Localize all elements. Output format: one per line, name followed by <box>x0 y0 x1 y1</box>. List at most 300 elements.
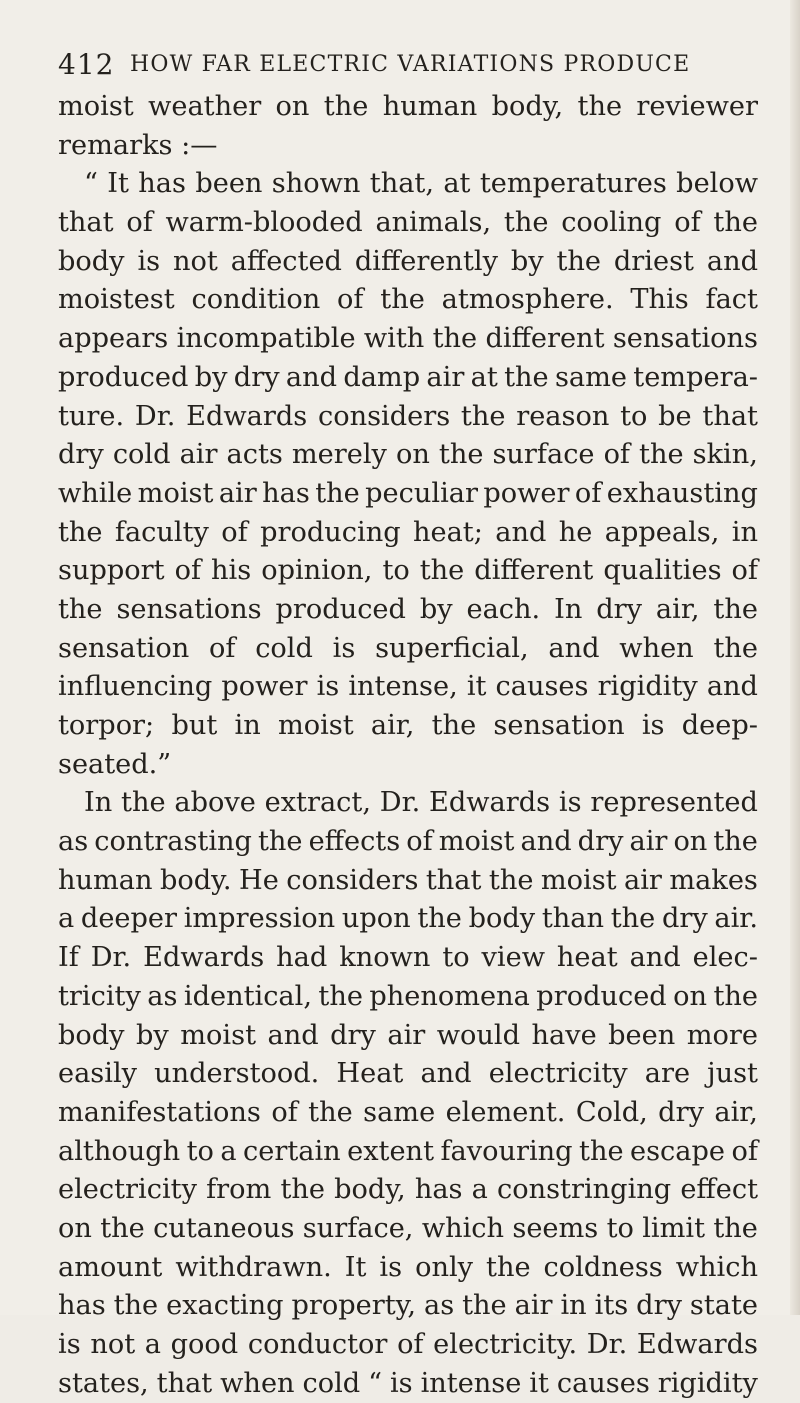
word: dry <box>658 1096 704 1128</box>
word: heat <box>556 942 618 974</box>
word: temperatures <box>479 168 667 200</box>
word: conductor <box>247 1329 388 1360</box>
word: merely <box>291 439 387 471</box>
word: that, <box>369 168 434 200</box>
word: the <box>113 1290 159 1322</box>
word: but <box>171 710 218 741</box>
text-line <box>58 1171 758 1210</box>
word: by <box>136 1019 169 1051</box>
word: a <box>58 903 75 935</box>
word: damp <box>343 361 421 393</box>
word: electricity. <box>433 1329 578 1360</box>
page-header <box>58 44 748 84</box>
word: the <box>486 1251 531 1283</box>
word: of <box>271 1096 298 1128</box>
word: easily <box>58 1058 138 1090</box>
word: the <box>639 439 684 471</box>
word: on <box>673 826 708 858</box>
text-line <box>58 900 758 939</box>
word: the <box>315 477 360 509</box>
word: Dr. <box>90 942 132 974</box>
word: of <box>221 516 248 548</box>
page-number: 412 <box>58 47 115 81</box>
word: the <box>323 91 369 122</box>
word: body, <box>491 91 564 122</box>
word: produced <box>58 361 189 393</box>
word: animals, <box>375 207 492 239</box>
word: moist <box>137 477 214 509</box>
word: human <box>382 91 478 122</box>
word: Dr. <box>379 787 421 819</box>
text-line <box>58 243 758 282</box>
text-line: seated.” <box>58 748 172 780</box>
word: would <box>436 1019 520 1051</box>
word: view <box>481 942 545 974</box>
word: while <box>58 477 133 509</box>
word: considers <box>286 864 419 896</box>
word: understood. <box>154 1058 320 1090</box>
word: contrasting <box>94 826 252 858</box>
word: the <box>121 787 166 819</box>
word: when <box>220 1367 295 1399</box>
word: air <box>218 477 257 509</box>
word: Cold, <box>575 1096 648 1128</box>
word: differently <box>354 245 498 277</box>
word: limit <box>642 1212 706 1244</box>
word: is <box>379 1251 403 1283</box>
word: has <box>414 1174 463 1206</box>
word: been <box>608 1019 676 1051</box>
word: tempera- <box>633 361 758 393</box>
word: by <box>419 593 453 625</box>
word: moistest <box>58 284 175 316</box>
word: electricity <box>58 1174 197 1206</box>
word: power <box>483 477 570 509</box>
word: amount <box>58 1251 163 1283</box>
text-line <box>58 88 758 127</box>
word: and <box>706 671 758 703</box>
word: extract, <box>264 787 371 819</box>
text-line <box>58 1133 758 1172</box>
word: moist <box>180 1019 257 1051</box>
word: property, <box>291 1290 417 1322</box>
word: If <box>58 942 79 974</box>
text-line <box>58 552 758 591</box>
word: opinion, <box>261 555 373 587</box>
word: is <box>389 1367 413 1399</box>
word: the <box>258 826 303 858</box>
word: be <box>658 400 692 432</box>
word: of <box>674 207 701 239</box>
word: by <box>510 245 544 277</box>
word: cutaneous <box>153 1212 295 1244</box>
word: its <box>594 1290 629 1322</box>
text-line <box>58 784 758 823</box>
word: air, <box>370 710 415 741</box>
word: influencing <box>58 671 213 703</box>
word: has <box>262 477 310 509</box>
word: and <box>520 826 572 858</box>
word: the <box>280 1174 325 1206</box>
word: sensation <box>493 710 625 741</box>
word: and <box>267 1019 319 1051</box>
word: the <box>417 903 462 935</box>
word: identical, <box>183 980 312 1012</box>
word: at <box>470 361 498 393</box>
word: dry <box>636 1290 682 1322</box>
word: as <box>147 980 178 1012</box>
word: phenomena <box>369 980 530 1012</box>
word: just <box>707 1058 758 1090</box>
word: produced <box>536 980 667 1012</box>
word: has <box>138 168 186 200</box>
word: of <box>406 826 433 858</box>
word: of <box>397 1329 424 1360</box>
word: makes <box>669 864 758 896</box>
word: warm-blooded <box>165 207 363 239</box>
word: ture. <box>58 400 125 432</box>
word: the <box>713 207 758 239</box>
body-text <box>58 88 758 1403</box>
word: constringing <box>497 1174 672 1206</box>
word: of <box>574 477 602 509</box>
word: weather <box>148 91 262 122</box>
text-line <box>58 1094 758 1133</box>
word: incompatible <box>176 323 356 355</box>
text-line <box>58 707 758 746</box>
word: dry <box>58 439 104 471</box>
word: are <box>644 1058 691 1090</box>
text-line <box>58 1287 758 1326</box>
word: In <box>84 787 113 819</box>
word: as <box>58 826 89 858</box>
word: of <box>208 632 236 664</box>
word: air. <box>714 903 758 935</box>
word: body <box>58 245 125 277</box>
word: dry <box>596 593 643 625</box>
word: considers <box>317 400 451 432</box>
word: in <box>234 710 261 741</box>
word: and <box>706 245 758 277</box>
word: moist <box>277 710 354 741</box>
word: power <box>221 671 308 703</box>
word: “ <box>84 168 98 200</box>
word: it <box>466 671 487 703</box>
word: a <box>144 1329 161 1360</box>
word: the <box>58 516 103 548</box>
word: same <box>554 361 627 393</box>
text-line <box>58 1210 758 1249</box>
word: and <box>495 516 547 548</box>
word: electricity <box>488 1058 628 1090</box>
word: impression <box>183 903 336 935</box>
word: air, <box>714 1096 758 1128</box>
text-line <box>58 591 758 630</box>
word: in <box>560 1290 587 1322</box>
word: surface, <box>302 1212 414 1244</box>
word: below <box>676 168 758 200</box>
word: the <box>713 1212 758 1244</box>
word: sensations <box>116 593 262 625</box>
word: of <box>731 555 758 587</box>
word: exacting <box>166 1290 284 1322</box>
word: dry <box>577 826 624 858</box>
word: the <box>577 91 623 122</box>
word: intense <box>420 1367 522 1399</box>
word: states, <box>58 1367 149 1399</box>
word: different <box>485 323 605 355</box>
word: from <box>206 1174 272 1206</box>
text-line <box>58 823 758 862</box>
word: reason <box>516 400 610 432</box>
word: the <box>713 980 758 1012</box>
word: that <box>156 1367 213 1399</box>
word: condition <box>191 284 321 316</box>
word: produced <box>275 593 406 625</box>
word: not <box>90 1329 136 1360</box>
text-line <box>58 1249 758 1288</box>
word: deep- <box>681 710 758 741</box>
word: that <box>425 864 482 896</box>
word: state <box>689 1290 758 1322</box>
word: elec- <box>692 942 758 974</box>
word: favouring <box>440 1135 573 1167</box>
word: than <box>541 903 604 935</box>
word: appeals, <box>604 516 720 548</box>
word: he <box>558 516 593 548</box>
word: superficial, <box>375 632 529 664</box>
word: upon <box>341 903 411 935</box>
word: the <box>462 1290 507 1322</box>
word: the <box>58 593 103 625</box>
word: air <box>179 439 218 471</box>
word: dry <box>233 361 280 393</box>
word: the <box>431 710 477 741</box>
word: faculty <box>114 516 209 548</box>
word: different <box>474 555 594 587</box>
word: air <box>514 1290 553 1322</box>
word: is <box>332 632 356 664</box>
word: only <box>415 1251 474 1283</box>
word: the <box>713 632 758 664</box>
word: with <box>363 323 425 355</box>
word: good <box>170 1329 239 1360</box>
text-line <box>58 165 758 204</box>
word: of <box>126 207 153 239</box>
word: extent <box>347 1135 434 1167</box>
word: cold <box>255 632 313 664</box>
word: which <box>675 1251 758 1283</box>
word: body <box>58 1019 125 1051</box>
text-line <box>58 204 758 243</box>
word: and <box>420 1058 472 1090</box>
word: although <box>58 1135 181 1167</box>
text-line <box>58 320 758 359</box>
word: been <box>195 168 263 200</box>
word: qualities <box>603 555 722 587</box>
word: the <box>318 980 363 1012</box>
word: skin, <box>692 439 758 471</box>
word: the <box>610 903 656 935</box>
word: the <box>100 1212 145 1244</box>
word: Heat <box>336 1058 404 1090</box>
text-line <box>58 1055 758 1094</box>
text-line <box>58 436 758 475</box>
word: is <box>58 1329 81 1360</box>
word: body, <box>334 1174 406 1206</box>
word: that <box>58 207 114 239</box>
word: causes <box>556 1367 650 1399</box>
word: support <box>58 555 165 587</box>
word: the <box>380 284 425 316</box>
word: each. <box>466 593 541 625</box>
word: moist <box>540 864 617 896</box>
word: escape <box>630 1135 725 1167</box>
word: known <box>339 942 431 974</box>
page-edge-shadow <box>790 0 800 1315</box>
word: cold <box>112 439 171 471</box>
word: Edwards <box>186 400 308 432</box>
word: dry <box>330 1019 376 1051</box>
word: intense, <box>348 671 458 703</box>
word: dry <box>661 903 708 935</box>
word: producing <box>260 516 401 548</box>
running-head: HOW FAR ELECTRIC VARIATIONS PRODUCE <box>130 51 691 77</box>
word: when <box>619 632 694 664</box>
word: the <box>432 323 478 355</box>
word: air <box>624 864 662 896</box>
word: tricity <box>58 980 141 1012</box>
word: to <box>606 1212 634 1244</box>
word: has <box>58 1290 106 1322</box>
word: air <box>426 361 465 393</box>
word: the <box>556 245 602 277</box>
word: deeper <box>80 903 177 935</box>
word: effects <box>308 826 401 858</box>
word: had <box>276 942 328 974</box>
word: the <box>460 400 506 432</box>
word: to <box>620 400 648 432</box>
word: rigidity <box>597 671 698 703</box>
word: It <box>107 168 129 200</box>
word: rigidity <box>657 1367 758 1399</box>
word: on <box>58 1212 92 1244</box>
word: and <box>629 942 681 974</box>
word: In <box>554 593 583 625</box>
word: seems <box>512 1212 599 1244</box>
word: and <box>548 632 600 664</box>
word: torpor; <box>58 710 155 741</box>
word: body <box>468 903 536 935</box>
word: to <box>382 555 410 587</box>
word: is <box>641 710 665 741</box>
word: more <box>686 1019 758 1051</box>
text-line <box>58 475 758 514</box>
word: appears <box>58 323 169 355</box>
word: coldness <box>543 1251 663 1283</box>
word: of <box>731 1135 758 1167</box>
word: Dr. <box>586 1329 628 1360</box>
word: Dr. <box>134 400 176 432</box>
text-line <box>58 514 758 553</box>
word: of <box>337 284 364 316</box>
word: of <box>603 439 630 471</box>
word: as <box>424 1290 455 1322</box>
word: cold <box>302 1367 361 1399</box>
word: it <box>529 1367 549 1399</box>
word: the <box>579 1135 624 1167</box>
text-line <box>58 359 758 398</box>
word: represented <box>590 787 758 819</box>
word: atmosphere. <box>441 284 614 316</box>
word: It <box>344 1251 367 1283</box>
word: body. <box>159 864 232 896</box>
word: peculiar <box>365 477 478 509</box>
text-line <box>58 1017 758 1056</box>
word: moist <box>58 91 134 122</box>
word: in <box>731 516 758 548</box>
word: the <box>488 864 534 896</box>
word: the <box>438 439 484 471</box>
word: Edwards <box>429 787 551 819</box>
word: sensation <box>58 632 190 664</box>
word: moist <box>438 826 515 858</box>
text-line: remarks :— <box>58 129 218 161</box>
word: same <box>363 1096 436 1128</box>
word: certain <box>243 1135 341 1167</box>
word: causes <box>495 671 589 703</box>
word: on <box>395 439 430 471</box>
word: air, <box>655 593 700 625</box>
text-line <box>58 398 758 437</box>
word: heat; <box>413 516 483 548</box>
text-line <box>58 668 758 707</box>
word: a <box>220 1135 237 1167</box>
word: reviewer <box>636 91 758 122</box>
word: air <box>387 1019 426 1051</box>
word: at <box>443 168 471 200</box>
word: the <box>713 593 758 625</box>
word: human <box>58 864 153 896</box>
word: Edwards <box>636 1329 758 1360</box>
word: the <box>504 361 549 393</box>
word: element. <box>445 1096 566 1128</box>
word: of <box>174 555 202 587</box>
word: on <box>275 91 310 122</box>
word: surface <box>492 439 595 471</box>
word: shown <box>271 168 361 200</box>
word: the <box>713 826 758 858</box>
text-line <box>58 1326 758 1365</box>
word: “ <box>368 1367 383 1399</box>
word: effect <box>680 1174 758 1206</box>
text-line <box>58 862 758 901</box>
word: driest <box>613 245 694 277</box>
text-line <box>58 1365 758 1403</box>
word: This <box>630 284 689 316</box>
word: not <box>172 245 218 277</box>
word: a <box>471 1174 488 1206</box>
text-line <box>58 978 758 1017</box>
word: and <box>285 361 337 393</box>
word: sensations <box>612 323 758 355</box>
word: above <box>174 787 256 819</box>
word: is <box>137 245 161 277</box>
word: fact <box>705 284 758 316</box>
word: He <box>238 864 279 896</box>
word: on <box>673 980 708 1012</box>
word: his <box>211 555 252 587</box>
